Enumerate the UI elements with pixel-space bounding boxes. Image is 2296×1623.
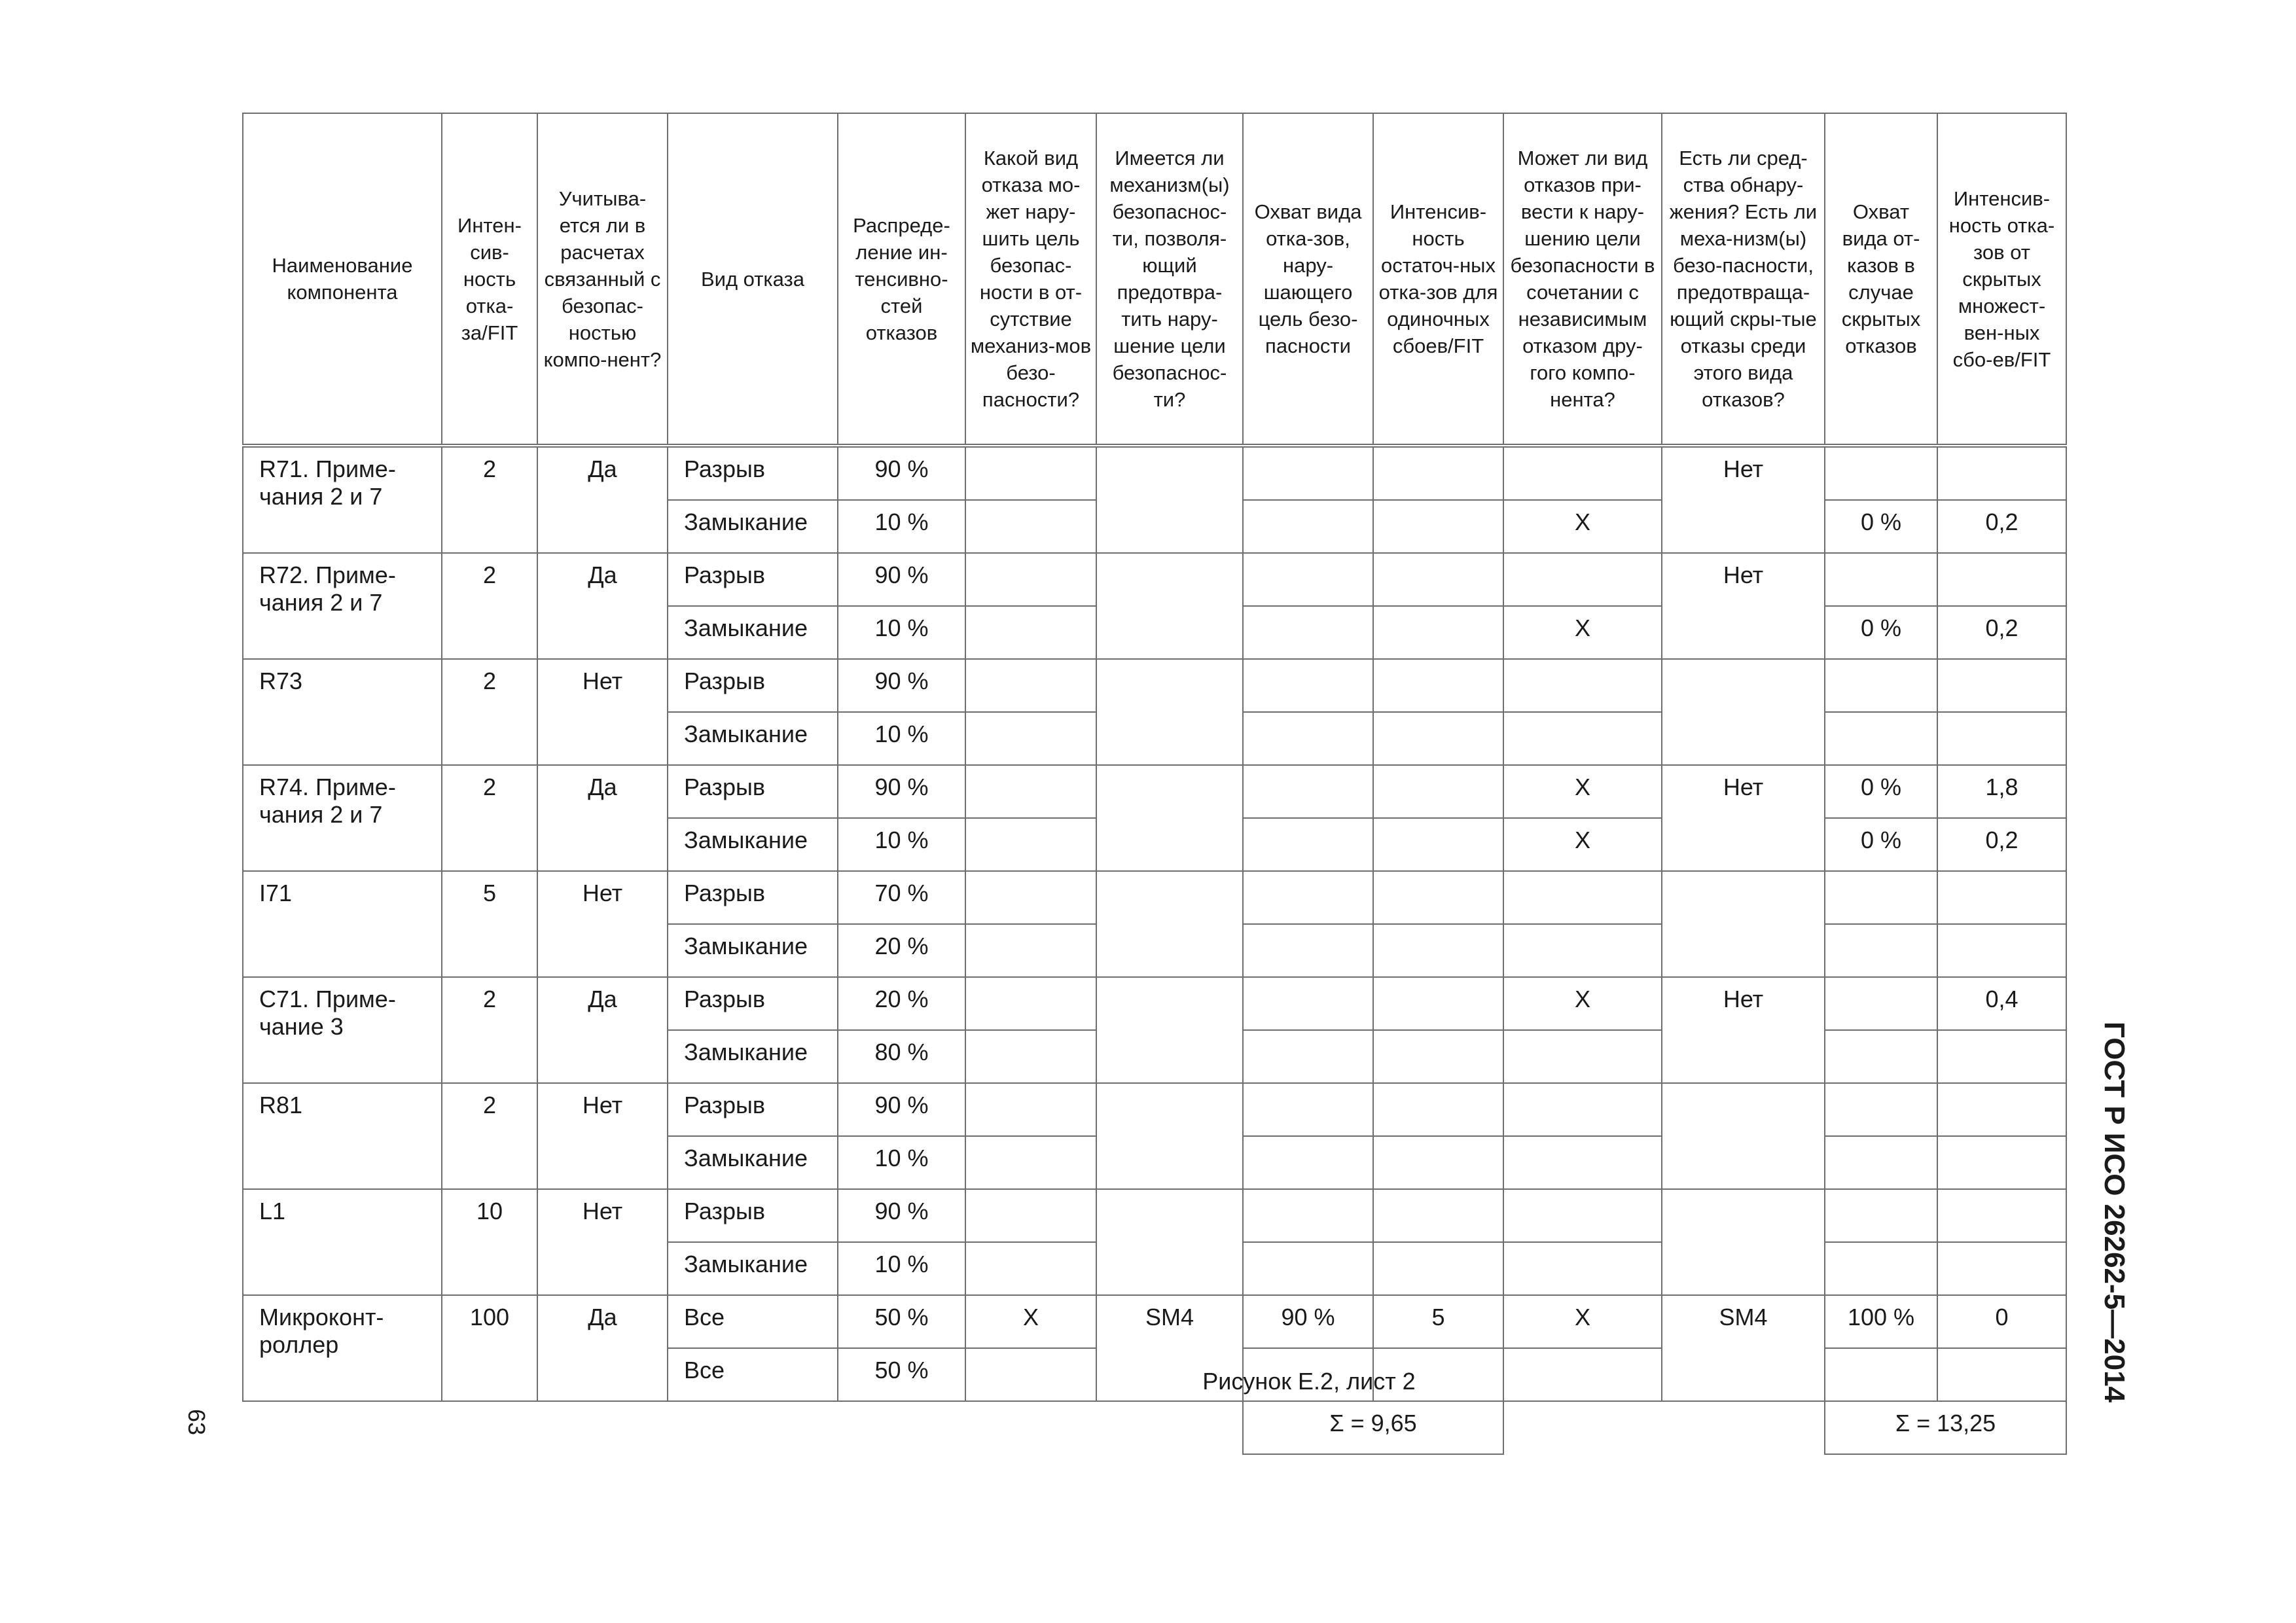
latent-mechanism-cell: Нет <box>1662 765 1825 871</box>
residual-rate-cell <box>1373 446 1503 500</box>
violates-goal-cell <box>965 871 1096 924</box>
latent-coverage-cell: 100 % <box>1825 1295 1937 1348</box>
multiple-fault-cell: X <box>1503 818 1662 871</box>
failure-distribution: 90 % <box>838 659 965 712</box>
latent-coverage-cell <box>1825 1348 1937 1401</box>
latent-coverage-cell <box>1825 977 1937 1030</box>
failure-mode: Замыкание <box>668 1030 838 1083</box>
residual-rate-cell <box>1373 1242 1503 1295</box>
safety-related-flag: Нет <box>537 659 668 765</box>
latent-rate-cell: 0,4 <box>1937 977 2066 1030</box>
figure-caption: Рисунок Е.2, лист 2 <box>1202 1368 1416 1395</box>
violates-goal-cell <box>965 712 1096 765</box>
violates-goal-cell <box>965 606 1096 659</box>
table-row <box>243 446 2066 500</box>
page-number: 63 <box>183 1408 210 1436</box>
multiple-fault-cell: X <box>1503 977 1662 1030</box>
table-row <box>243 553 2066 606</box>
column-header: Наименование компонента <box>243 113 442 446</box>
latent-mechanism-cell <box>1662 1189 1825 1295</box>
multiple-fault-cell: X <box>1503 1295 1662 1348</box>
component-name: Микроконт-роллер <box>243 1295 442 1401</box>
violates-goal-cell <box>965 1242 1096 1295</box>
violates-goal-cell <box>965 765 1096 818</box>
violates-goal-cell <box>965 818 1096 871</box>
multiple-fault-cell <box>1503 1189 1662 1242</box>
coverage-cell <box>1243 553 1373 606</box>
failure-distribution: 10 % <box>838 712 965 765</box>
latent-coverage-cell: 0 % <box>1825 500 1937 553</box>
failure-distribution: 90 % <box>838 1189 965 1242</box>
latent-coverage-cell: 0 % <box>1825 818 1937 871</box>
column-header: Есть ли сред-ства обнару-жения? Есть ли меха-низм(ы) безо-пасности, предотвраща-ющий скры-тые отказы среди этого вида отказов? <box>1662 113 1825 446</box>
coverage-cell <box>1243 1189 1373 1242</box>
violates-goal-cell <box>965 1189 1096 1242</box>
latent-coverage-cell <box>1825 1136 1937 1189</box>
latent-coverage-cell <box>1825 1083 1937 1136</box>
coverage-cell <box>1243 446 1373 500</box>
safety-mechanism-cell <box>1096 446 1243 553</box>
table-row <box>243 659 2066 712</box>
failure-rate: 2 <box>442 553 537 659</box>
violates-goal-cell <box>965 446 1096 500</box>
component-name: R71. Приме-чания 2 и 7 <box>243 446 442 553</box>
latent-rate-cell <box>1937 1242 2066 1295</box>
multiple-fault-cell <box>1503 659 1662 712</box>
latent-mechanism-cell <box>1662 871 1825 977</box>
failure-mode: Разрыв <box>668 1083 838 1136</box>
sum-latent: Σ = 13,25 <box>1825 1401 2066 1454</box>
safety-related-flag: Нет <box>537 871 668 977</box>
component-name: R72. Приме-чания 2 и 7 <box>243 553 442 659</box>
multiple-fault-cell <box>1503 1083 1662 1136</box>
component-name: R81 <box>243 1083 442 1189</box>
multiple-fault-cell <box>1503 712 1662 765</box>
residual-rate-cell <box>1373 977 1503 1030</box>
safety-mechanism-cell <box>1096 553 1243 659</box>
coverage-cell <box>1243 606 1373 659</box>
fmea-table <box>242 113 2067 1455</box>
coverage-cell: 90 % <box>1243 1295 1373 1348</box>
failure-mode: Замыкание <box>668 924 838 977</box>
table-row <box>243 1083 2066 1136</box>
coverage-cell <box>1243 1136 1373 1189</box>
failure-distribution: 10 % <box>838 1242 965 1295</box>
failure-distribution: 70 % <box>838 871 965 924</box>
failure-mode: Замыкание <box>668 606 838 659</box>
safety-related-flag: Да <box>537 765 668 871</box>
column-header: Охват вида от-казов в случае скрытых отказов <box>1825 113 1937 446</box>
coverage-cell <box>1243 1242 1373 1295</box>
table-row <box>243 1295 2066 1348</box>
latent-rate-cell: 1,8 <box>1937 765 2066 818</box>
table-row <box>243 977 2066 1030</box>
safety-related-flag: Нет <box>537 1083 668 1189</box>
latent-mechanism-cell <box>1662 659 1825 765</box>
failure-distribution: 80 % <box>838 1030 965 1083</box>
failure-mode: Разрыв <box>668 765 838 818</box>
failure-rate: 2 <box>442 765 537 871</box>
failure-rate: 100 <box>442 1295 537 1401</box>
sum-spacer <box>243 1401 1243 1454</box>
coverage-cell <box>1243 924 1373 977</box>
latent-mechanism-cell: SM4 <box>1662 1295 1825 1401</box>
latent-coverage-cell <box>1825 659 1937 712</box>
latent-rate-cell <box>1937 871 2066 924</box>
violates-goal-cell <box>965 553 1096 606</box>
failure-mode: Замыкание <box>668 1136 838 1189</box>
failure-mode: Разрыв <box>668 446 838 500</box>
safety-related-flag: Да <box>537 1295 668 1401</box>
component-name: R73 <box>243 659 442 765</box>
latent-coverage-cell <box>1825 924 1937 977</box>
multiple-fault-cell <box>1503 446 1662 500</box>
residual-rate-cell <box>1373 606 1503 659</box>
latent-coverage-cell: 0 % <box>1825 765 1937 818</box>
sum-residual: Σ = 9,65 <box>1243 1401 1503 1454</box>
latent-rate-cell: 0,2 <box>1937 606 2066 659</box>
safety-mechanism-cell <box>1096 1189 1243 1295</box>
latent-coverage-cell <box>1825 1030 1937 1083</box>
latent-mechanism-cell <box>1662 1083 1825 1189</box>
column-header: Интенсив-ность отка-зов от скрытых множест-вен-ных сбо-ев/FIT <box>1937 113 2066 446</box>
multiple-fault-cell: X <box>1503 500 1662 553</box>
column-header: Вид отказа <box>668 113 838 446</box>
table-row <box>243 765 2066 818</box>
coverage-cell <box>1243 1030 1373 1083</box>
sum-row <box>243 1401 2066 1454</box>
safety-related-flag: Да <box>537 553 668 659</box>
failure-distribution: 10 % <box>838 1136 965 1189</box>
failure-mode: Замыкание <box>668 500 838 553</box>
residual-rate-cell <box>1373 659 1503 712</box>
failure-rate: 2 <box>442 977 537 1083</box>
coverage-cell <box>1243 1083 1373 1136</box>
component-name: L1 <box>243 1189 442 1295</box>
latent-rate-cell <box>1937 1136 2066 1189</box>
failure-mode: Все <box>668 1295 838 1348</box>
safety-related-flag: Да <box>537 977 668 1083</box>
residual-rate-cell <box>1373 553 1503 606</box>
failure-mode: Замыкание <box>668 818 838 871</box>
component-name: R74. Приме-чания 2 и 7 <box>243 765 442 871</box>
residual-rate-cell: 5 <box>1373 1295 1503 1348</box>
multiple-fault-cell: X <box>1503 606 1662 659</box>
multiple-fault-cell <box>1503 1136 1662 1189</box>
multiple-fault-cell <box>1503 1242 1662 1295</box>
latent-coverage-cell <box>1825 712 1937 765</box>
coverage-cell <box>1243 871 1373 924</box>
multiple-fault-cell <box>1503 871 1662 924</box>
latent-rate-cell: 0,2 <box>1937 500 2066 553</box>
failure-mode: Все <box>668 1348 838 1401</box>
coverage-cell <box>1243 977 1373 1030</box>
multiple-fault-cell <box>1503 1030 1662 1083</box>
coverage-cell <box>1243 712 1373 765</box>
residual-rate-cell <box>1373 871 1503 924</box>
violates-goal-cell: X <box>965 1295 1096 1348</box>
failure-mode: Разрыв <box>668 553 838 606</box>
latent-rate-cell: 0 <box>1937 1295 2066 1348</box>
safety-mechanism-cell <box>1096 871 1243 977</box>
column-header: Какой вид отказа мо-жет нару-шить цель безопас-ности в от-сутствие механиз-мов безо-пасности? <box>965 113 1096 446</box>
safety-mechanism-cell: SM4 <box>1096 1295 1243 1401</box>
failure-distribution: 10 % <box>838 606 965 659</box>
safety-related-flag: Да <box>537 446 668 553</box>
failure-mode: Разрыв <box>668 871 838 924</box>
safety-mechanism-cell <box>1096 659 1243 765</box>
multiple-fault-cell <box>1503 553 1662 606</box>
column-header: Имеется ли механизм(ы) безопаснос-ти, позволя-ющий предотвра-тить нару-шение цели безопаснос-ти? <box>1096 113 1243 446</box>
latent-rate-cell <box>1937 1189 2066 1242</box>
latent-rate-cell: 0,2 <box>1937 818 2066 871</box>
latent-coverage-cell: 0 % <box>1825 606 1937 659</box>
latent-rate-cell <box>1937 924 2066 977</box>
latent-rate-cell <box>1937 446 2066 500</box>
failure-distribution: 90 % <box>838 553 965 606</box>
failure-distribution: 20 % <box>838 924 965 977</box>
latent-coverage-cell <box>1825 1189 1937 1242</box>
coverage-cell <box>1243 818 1373 871</box>
column-header: Распреде-ление ин-тенсивно-стей отказов <box>838 113 965 446</box>
failure-distribution: 90 % <box>838 765 965 818</box>
latent-rate-cell <box>1937 659 2066 712</box>
failure-rate: 5 <box>442 871 537 977</box>
column-header: Интенсив-ность остаточ-ных отка-зов для одиночных сбоев/FIT <box>1373 113 1503 446</box>
latent-rate-cell <box>1937 1030 2066 1083</box>
residual-rate-cell <box>1373 765 1503 818</box>
failure-distribution: 50 % <box>838 1348 965 1401</box>
residual-rate-cell <box>1373 1030 1503 1083</box>
latent-rate-cell <box>1937 1348 2066 1401</box>
table-row <box>243 1189 2066 1242</box>
latent-mechanism-cell: Нет <box>1662 446 1825 553</box>
latent-mechanism-cell: Нет <box>1662 553 1825 659</box>
coverage-cell <box>1243 659 1373 712</box>
violates-goal-cell <box>965 1136 1096 1189</box>
failure-distribution: 20 % <box>838 977 965 1030</box>
failure-mode: Замыкание <box>668 1242 838 1295</box>
coverage-cell <box>1243 765 1373 818</box>
standard-code: ГОСТ Р ИСО 26262-5—2014 <box>2098 1021 2130 1403</box>
residual-rate-cell <box>1373 924 1503 977</box>
latent-coverage-cell <box>1825 871 1937 924</box>
violates-goal-cell <box>965 1083 1096 1136</box>
column-header: Охват вида отка-зов, нару-шающего цель безо-пасности <box>1243 113 1373 446</box>
latent-coverage-cell <box>1825 553 1937 606</box>
multiple-fault-cell <box>1503 924 1662 977</box>
residual-rate-cell <box>1373 818 1503 871</box>
residual-rate-cell <box>1373 500 1503 553</box>
failure-distribution: 50 % <box>838 1295 965 1348</box>
column-header: Учитыва-ется ли в расчетах связанный с безопас-ностью компо-нент? <box>537 113 668 446</box>
failure-distribution: 90 % <box>838 1083 965 1136</box>
latent-coverage-cell <box>1825 1242 1937 1295</box>
component-name: C71. Приме-чание 3 <box>243 977 442 1083</box>
safety-mechanism-cell <box>1096 765 1243 871</box>
violates-goal-cell <box>965 924 1096 977</box>
table-header-row <box>243 113 2066 446</box>
column-header: Может ли вид отказов при-вести к нару-шению цели безопасности в сочетании с независимым отказом дру-гого компо-нента? <box>1503 113 1662 446</box>
failure-distribution: 10 % <box>838 500 965 553</box>
failure-rate: 2 <box>442 446 537 553</box>
coverage-cell <box>1243 500 1373 553</box>
safety-mechanism-cell <box>1096 977 1243 1083</box>
violates-goal-cell <box>965 659 1096 712</box>
table-row <box>243 871 2066 924</box>
safety-related-flag: Нет <box>537 1189 668 1295</box>
residual-rate-cell <box>1373 1136 1503 1189</box>
latent-rate-cell <box>1937 712 2066 765</box>
violates-goal-cell <box>965 977 1096 1030</box>
latent-coverage-cell <box>1825 446 1937 500</box>
safety-mechanism-cell <box>1096 1083 1243 1189</box>
failure-mode: Разрыв <box>668 977 838 1030</box>
failure-rate: 2 <box>442 659 537 765</box>
violates-goal-cell <box>965 1030 1096 1083</box>
multiple-fault-cell: X <box>1503 765 1662 818</box>
column-header: Интен-сив-ность отка-за/FIT <box>442 113 537 446</box>
failure-rate: 10 <box>442 1189 537 1295</box>
failure-mode: Разрыв <box>668 1189 838 1242</box>
failure-distribution: 90 % <box>838 446 965 500</box>
failure-distribution: 10 % <box>838 818 965 871</box>
residual-rate-cell <box>1373 1189 1503 1242</box>
failure-rate: 2 <box>442 1083 537 1189</box>
failure-mode: Замыкание <box>668 712 838 765</box>
sum-spacer <box>1503 1401 1825 1454</box>
component-name: I71 <box>243 871 442 977</box>
failure-mode: Разрыв <box>668 659 838 712</box>
latent-mechanism-cell: Нет <box>1662 977 1825 1083</box>
violates-goal-cell <box>965 500 1096 553</box>
latent-rate-cell <box>1937 553 2066 606</box>
latent-rate-cell <box>1937 1083 2066 1136</box>
residual-rate-cell <box>1373 1083 1503 1136</box>
residual-rate-cell <box>1373 712 1503 765</box>
